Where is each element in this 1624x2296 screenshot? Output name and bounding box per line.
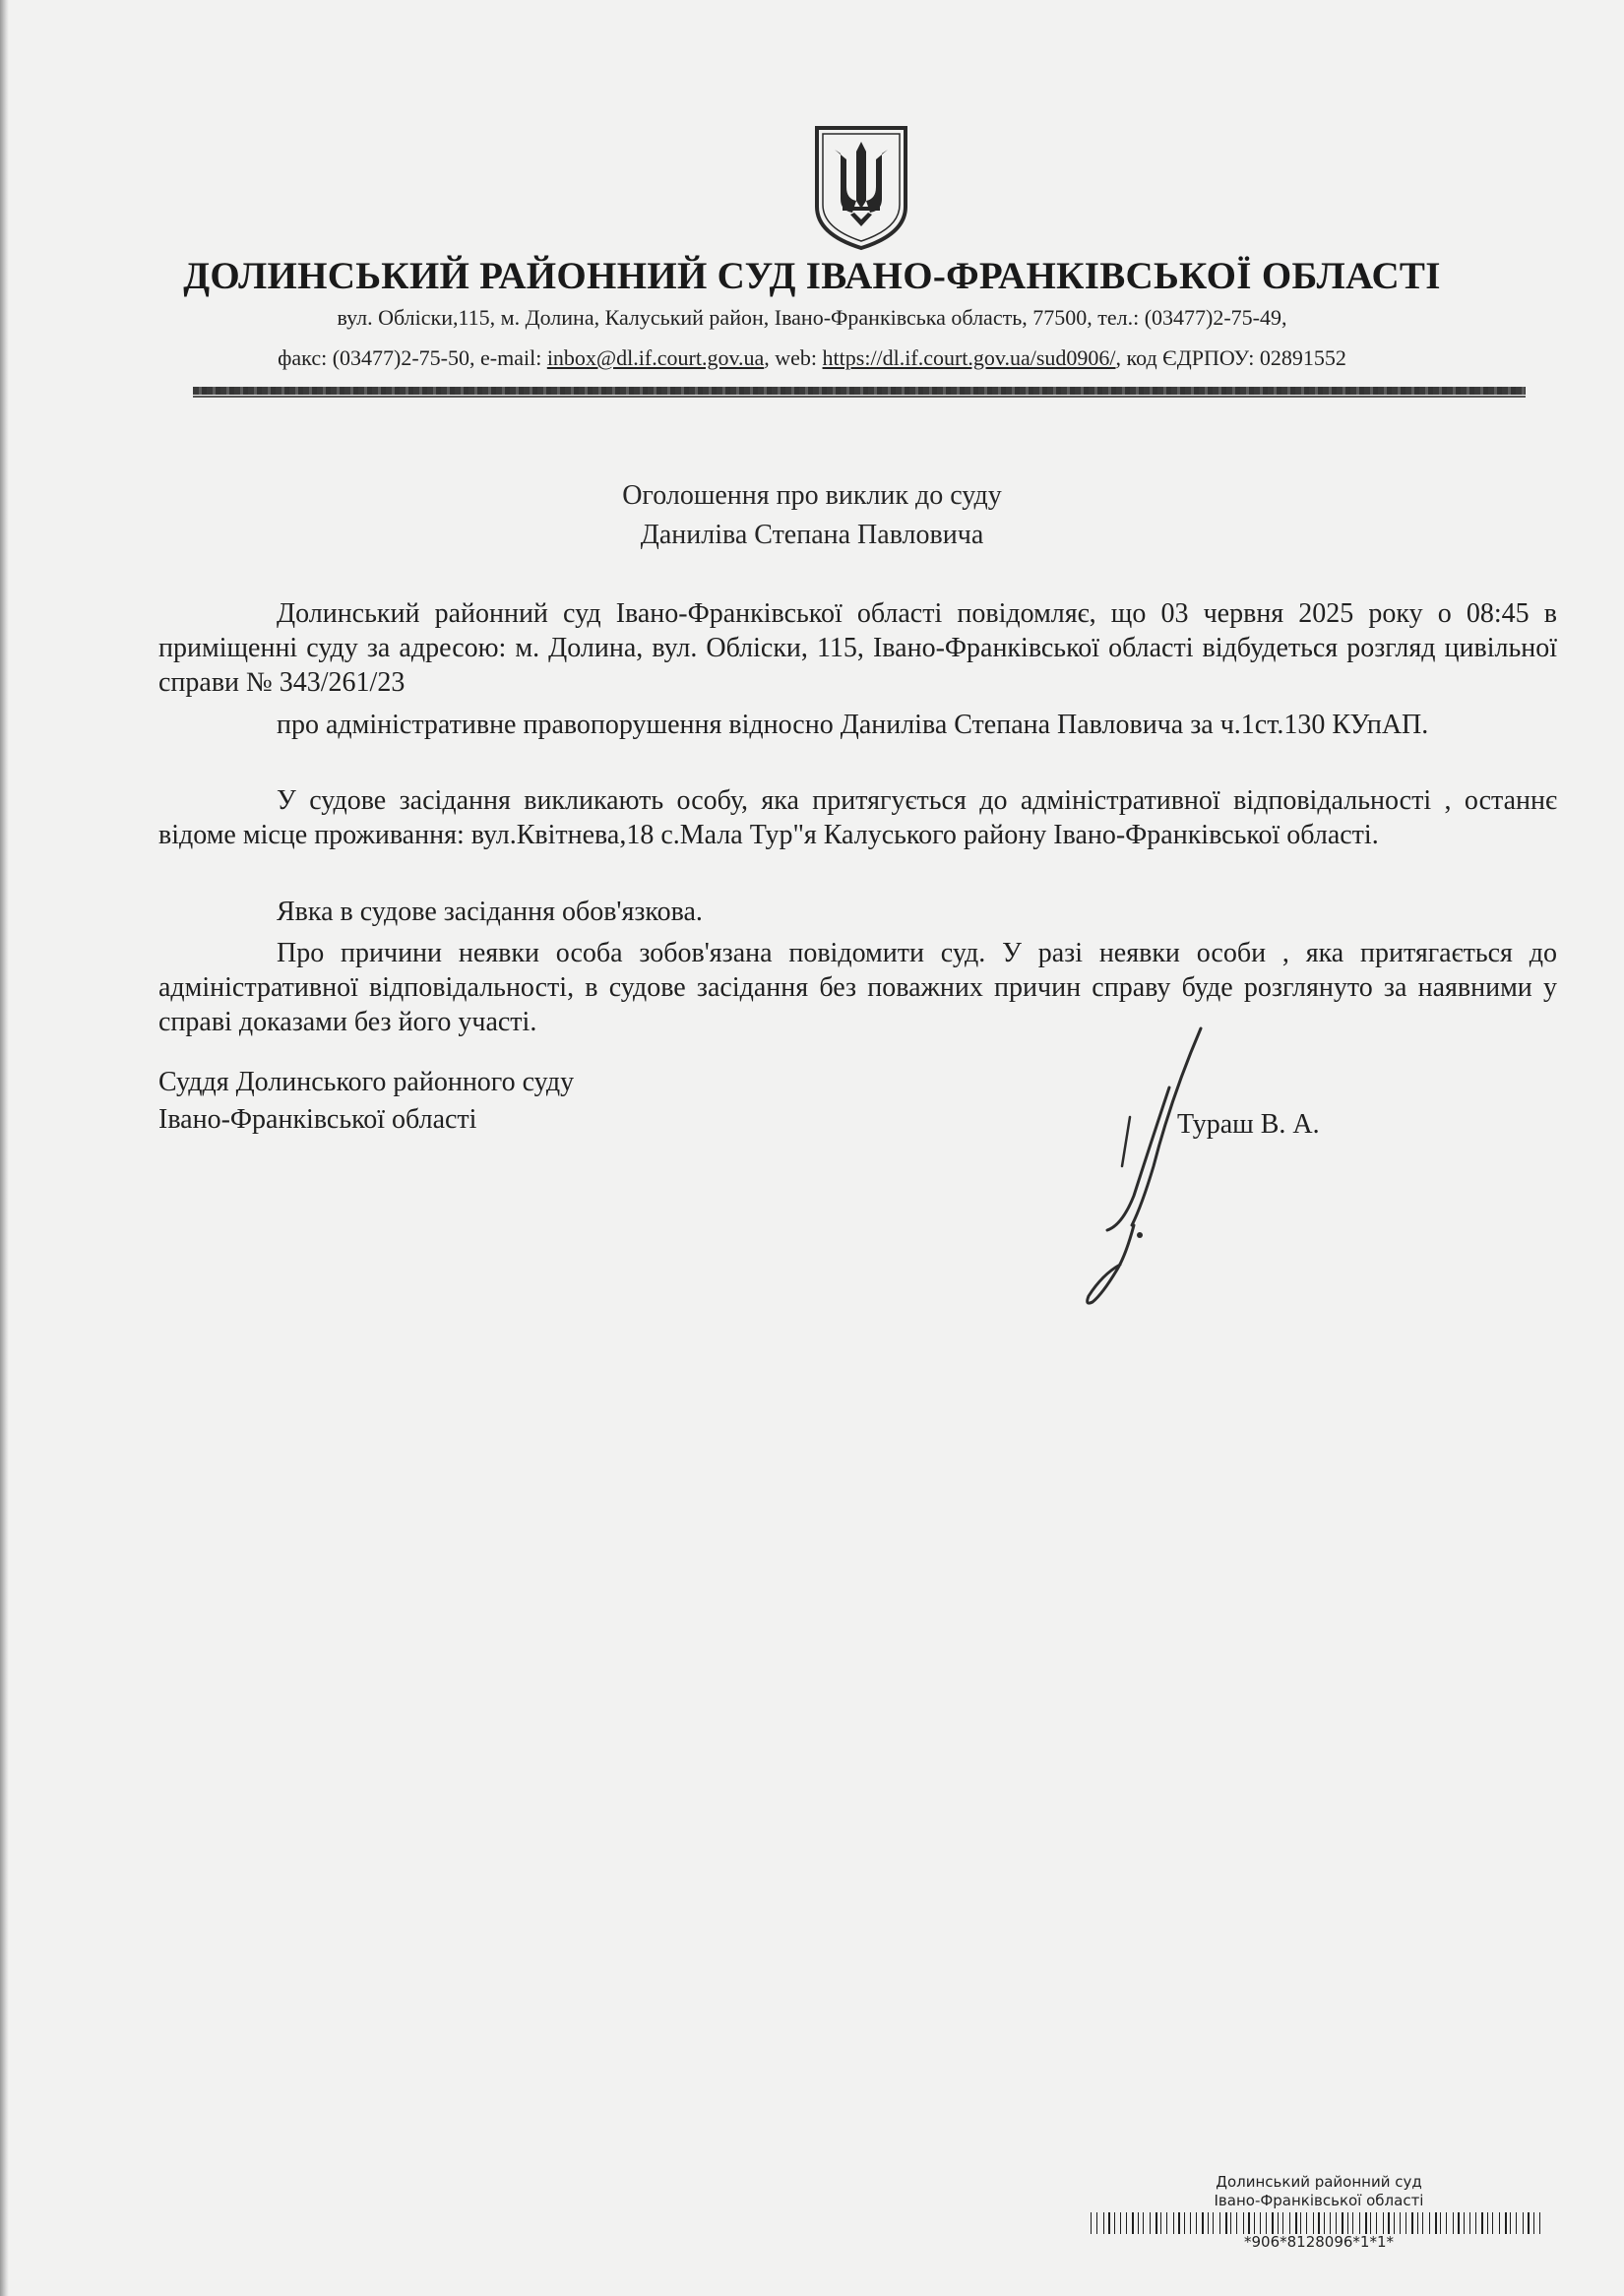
fax-prefix: факс: (03477)2-75-50, e-mail: [278, 345, 547, 370]
registry-stamp [1091, 2173, 1547, 2250]
announcement-title: Оголошення про виклик до суду [622, 480, 1002, 511]
edrpou-code: , код ЄДРПОУ: 02891552 [1115, 345, 1346, 370]
court-contacts [59, 345, 1565, 371]
stamp-region: Івано-Франківської області [1214, 2192, 1424, 2209]
court-title: ДОЛИНСЬКИЙ РАЙОННИЙ СУД ІВАНО-ФРАНКІВСЬКОЇ ОБЛАСТІ [183, 255, 1441, 297]
paragraph-absence: Про причини неявки особа зобов'язана повідомити суд. У разі неявки особи , яка притягається до адміністративної відповідальності, в судове засідання без поважних причин справу буде розглянуто за наявними у справі доказами без його участі. [158, 938, 1557, 1037]
paragraph-summons: У судове засідання викликають особу, яка притягується до адміністративної відповідальності , останнє відоме місце проживання: вул.Квітнева,18 с.Мала Тур"я Калуського району Івано-Франківської області. [158, 785, 1557, 850]
judge-name: Тураш В. А. [1177, 1109, 1320, 1140]
header-divider [193, 387, 1526, 395]
scan-edge [0, 0, 9, 2296]
handwritten-signature [1024, 1019, 1260, 1314]
tryzub-emblem-icon [813, 124, 909, 252]
barcode-code: *906*8128096*1*1* [1243, 2233, 1395, 2251]
judge-title-line1: Суддя Долинського районного суду [158, 1067, 575, 1097]
stamp-court-name: Долинський районний суд [1216, 2173, 1422, 2191]
website-link[interactable]: https://dl.if.court.gov.ua/sud0906/ [822, 345, 1116, 370]
judge-title-line2: Івано-Франківської області [158, 1104, 477, 1135]
paragraph-attendance: Явка в судове засідання обов'язкова. [277, 897, 703, 927]
web-prefix: , web: [764, 345, 823, 370]
barcode [1091, 2212, 1547, 2234]
announcement-person: Даниліва Степана Павловича [640, 520, 984, 550]
email-link[interactable]: inbox@dl.if.court.gov.ua [546, 345, 765, 370]
paragraph-hearing-notice: Долинський районний суд Івано-Франківської області повідомляє, що 03 червня 2025 року о 08:45 в приміщенні суду за адресою: м. Долина, вул. Обліски, 115, Івано-Франківської області відбудеться розгляд цивільної справи № 343/261/23 [158, 598, 1557, 698]
court-address: вул. Обліски,115, м. Долина, Калуський район, Івано-Франківська область, 77500, тел.: (03477)2-75-49, [337, 305, 1287, 330]
paragraph-offense: про адміністративне правопорушення відносно Даниліва Степана Павловича за ч.1ст.130 КУпАП. [277, 710, 1429, 740]
